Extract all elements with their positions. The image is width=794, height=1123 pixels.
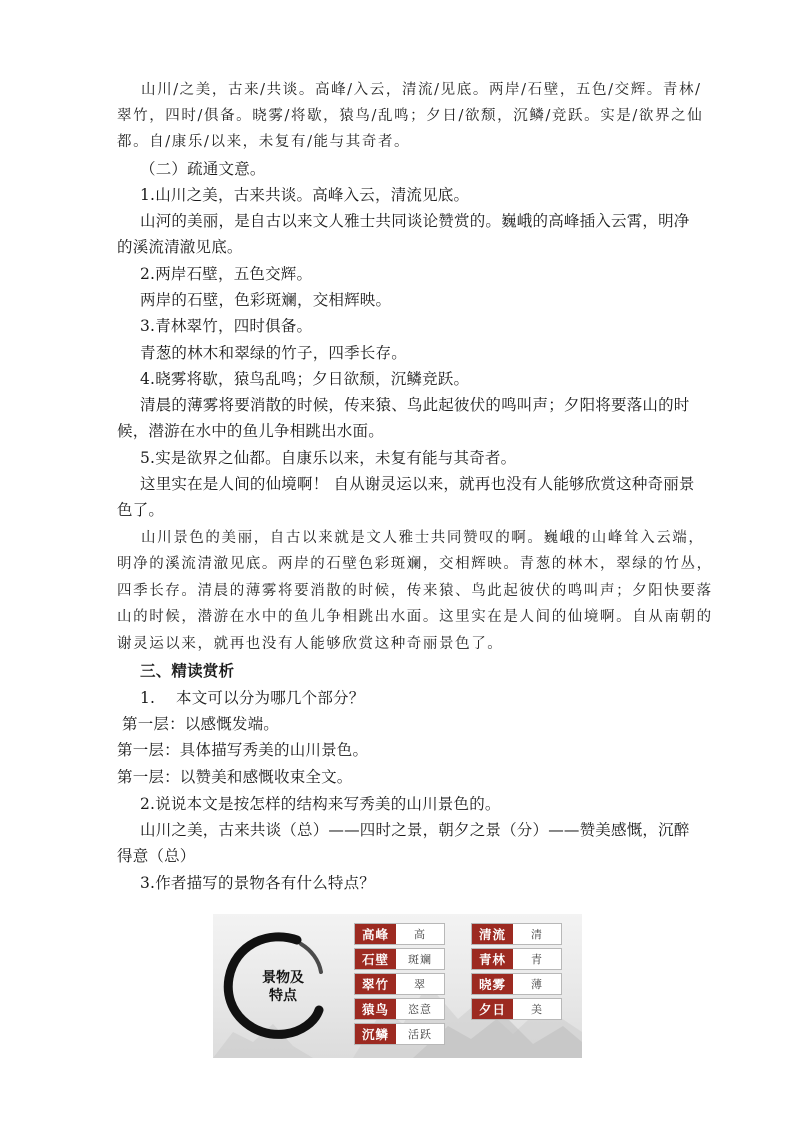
paragraph-line: 都。自/康乐/以来，未复有/能与其奇者。 [117,134,411,150]
feature-tag [355,924,444,944]
feature-tag-scene: 高峰 [355,924,396,944]
sentence-item: 2.两岸石壁，五色交辉。 [140,265,313,283]
feature-tag-scene: 翠竹 [355,974,396,994]
question: 2.说说本文是按怎样的结构来写秀美的山川景色的。 [140,795,501,813]
translation-line: 色了。 [117,501,165,519]
translation-line: 的溪流清澈见底。 [117,238,243,256]
full-translation-line: 四季长存。清晨的薄雾将要消散的时候，传来猿、鸟此起彼伏的鸣叫声；夕阳快要落 [117,583,713,599]
feature-tag [472,949,561,969]
feature-tag [355,1024,444,1044]
section-heading: 三、精读赏析 [140,661,235,680]
answer-line: 第一层：以赞美和感慨收束全文。 [117,768,353,786]
translation-line: 山河的美丽，是自古以来文人雅士共同谈论赞赏的。巍峨的高峰插入云霄，明净 [140,212,690,230]
full-translation-line: 明净的溪流清澈见底。两岸的石壁色彩斑斓，交相辉映。青葱的林木，翠绿的竹丛， [117,556,713,572]
feature-tag-scene: 沉鳞 [355,1024,396,1044]
feature-tag-scene: 青林 [472,949,513,969]
full-translation-line: 山的时候，潜游在水中的鱼儿争相跳出水面。这里实在是人间的仙境啊。自从南朝的 [117,609,713,625]
feature-tag-scene: 清流 [472,924,513,944]
feature-tag [472,974,561,994]
sentence-item: 3.青林翠竹，四时俱备。 [140,317,313,335]
feature-tag [472,924,561,944]
question: 1. 本文可以分为哪几个部分？ [140,689,365,707]
sentence-item: 4.晓雾将歇，猿鸟乱鸣；夕日欲颓，沉鳞竞跃。 [140,370,470,388]
figure-label-line: 特点 [269,988,297,1004]
answer-line: 第一层：以感慨发端。 [122,715,280,733]
feature-tag-trait: 清 [531,928,543,941]
full-translation-line: 山川景色的美丽，自古以来就是文人雅士共同赞叹的啊。巍峨的山峰耸入云端， [141,530,705,546]
section-heading: （二）疏通文意。 [140,160,266,178]
paragraph-line: 翠竹，四时/俱备。晓雾/将歇，猿鸟/乱鸣；夕日/欲颓，沉鳞/竞跃。实是/欲界之仙 [117,108,704,124]
sentence-item: 5.实是欲界之仙都。自康乐以来，未复有能与其奇者。 [140,449,517,467]
feature-tag-trait: 美 [531,1003,543,1016]
feature-tag-trait: 高 [414,928,426,941]
translation-line: 这里实在是人间的仙境啊！ 自从谢灵运以来，就再也没有人能够欣赏这种奇丽景 [140,475,695,493]
question: 3.作者描写的景物各有什么特点？ [140,874,375,892]
feature-tag-trait: 斑斓 [408,953,432,966]
feature-tag-scene: 晓雾 [472,974,513,994]
feature-tag-trait: 翠 [414,978,426,991]
translation-line: 候，潜游在水中的鱼儿争相跳出水面。 [117,422,384,440]
answer-line: 得意（总） [117,847,196,865]
answer-line: 第一层：具体描写秀美的山川景色。 [117,741,369,759]
full-translation-line: 谢灵运以来，就再也没有人能够欣赏这种奇丽景色了。 [117,636,504,652]
feature-tag [355,999,444,1019]
feature-tag [355,949,444,969]
scenery-features-figure [213,914,582,1058]
feature-tag-trait: 薄 [531,978,543,991]
answer-line: 山川之美，古来共谈（总）——四时之景，朝夕之景（分）——赞美感慨，沉醉 [140,821,690,839]
sentence-item: 1.山川之美，古来共谈。高峰入云，清流见底。 [140,186,470,204]
translation-line: 青葱的林木和翠绿的竹子，四季长存。 [140,344,407,362]
feature-tag-trait: 青 [531,953,543,966]
feature-tag [472,999,561,1019]
feature-tag-trait: 恣意 [408,1003,432,1016]
figure-label-line: 景物及 [262,970,304,986]
translation-line: 两岸的石壁，色彩斑斓，交相辉映。 [140,291,392,309]
feature-tag-trait: 活跃 [408,1028,432,1041]
translation-line: 清晨的薄雾将要消散的时候，传来猿、鸟此起彼伏的鸣叫声；夕阳将要落山的时 [140,396,690,414]
feature-tag-scene: 猿鸟 [355,999,396,1019]
paragraph-line: 山川/之美，古来/共谈。高峰/入云，清流/见底。两岸/石壁，五色/交辉。青林/ [141,82,702,98]
feature-tag-scene: 夕日 [472,999,513,1019]
figure-center-label [255,969,311,1005]
feature-tag-scene: 石壁 [355,949,396,969]
feature-tag [355,974,444,994]
